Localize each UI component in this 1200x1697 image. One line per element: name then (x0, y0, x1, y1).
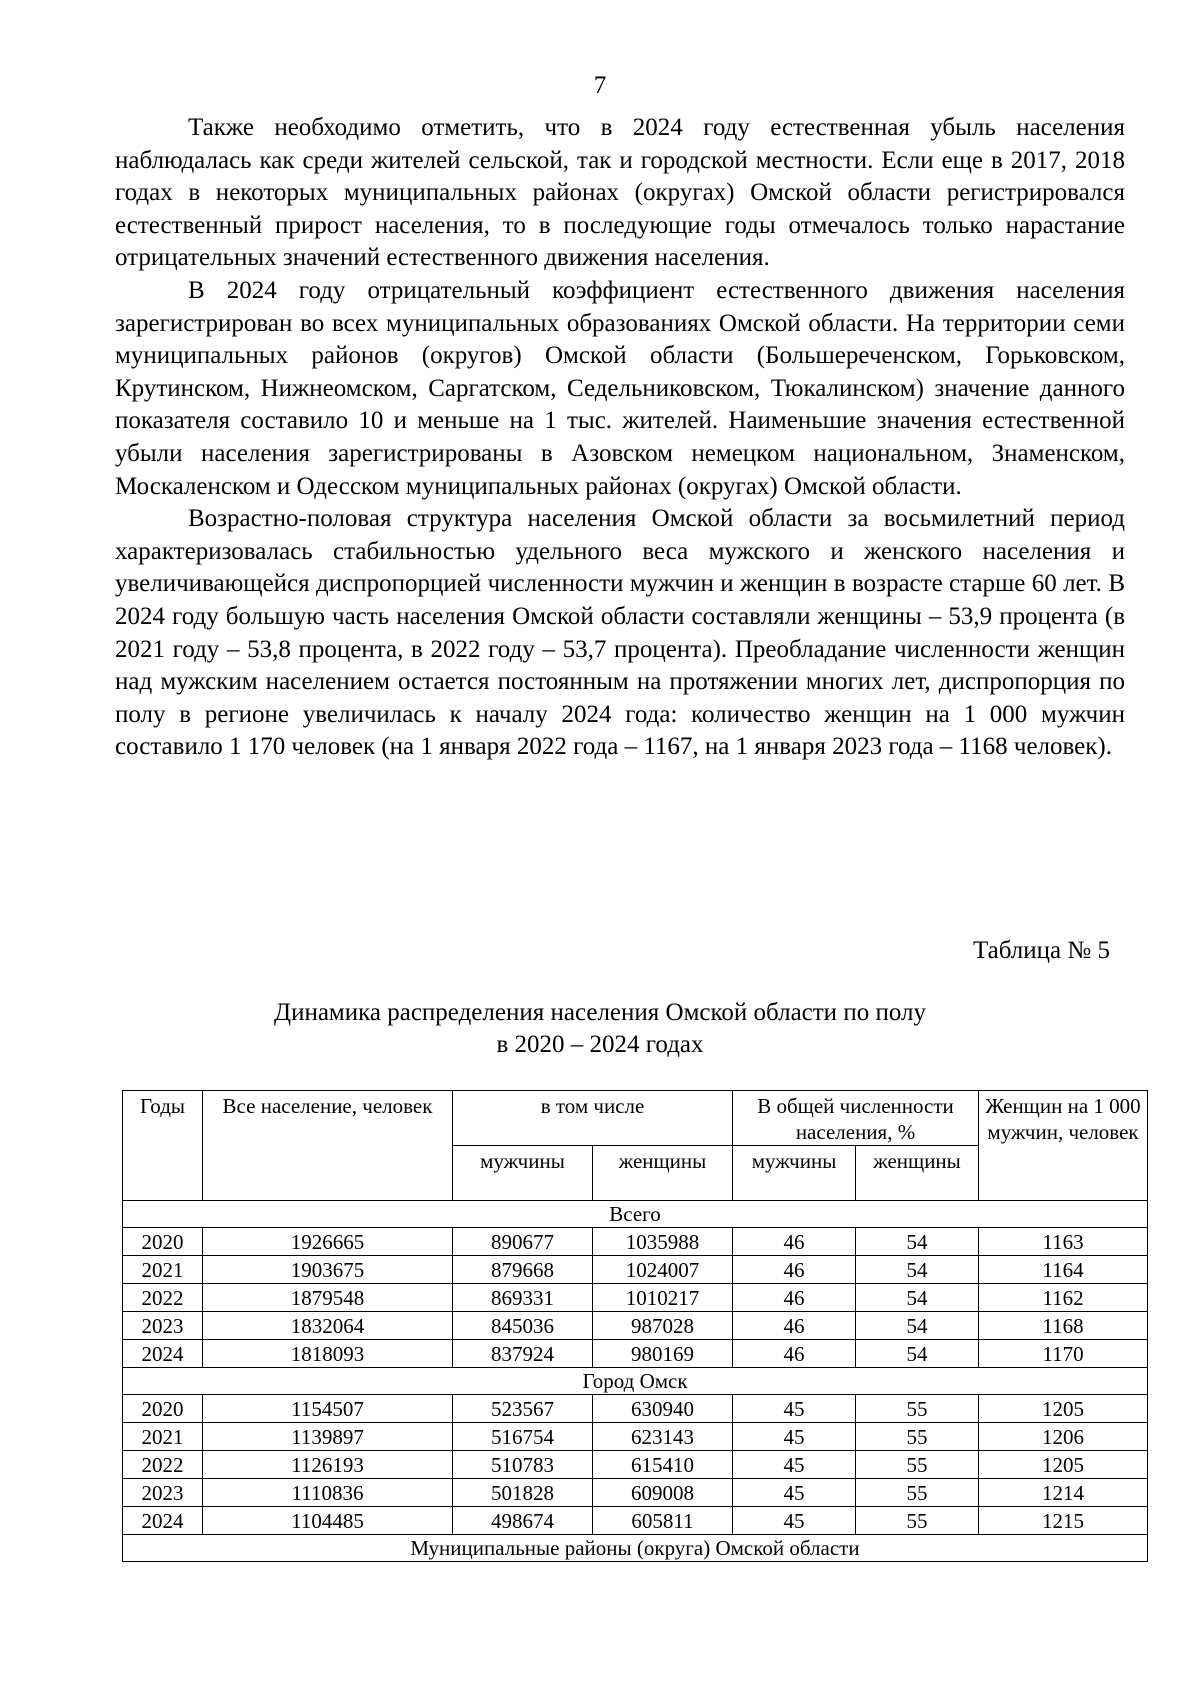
header-including: в том числе (453, 1091, 733, 1146)
table-cell: 879668 (453, 1256, 593, 1284)
table-cell: 1903675 (203, 1256, 453, 1284)
table-cell: 1215 (979, 1507, 1148, 1535)
table-cell: 623143 (593, 1423, 733, 1451)
table-cell: 2020 (123, 1228, 203, 1256)
section-row (123, 1535, 1148, 1562)
table-row (123, 1451, 1148, 1479)
table-cell: 1205 (979, 1395, 1148, 1423)
header-men: мужчины (453, 1146, 593, 1201)
table-cell: 2023 (123, 1312, 203, 1340)
table-title (0, 997, 1200, 1061)
table-cell: 54 (856, 1312, 979, 1340)
paragraph: В 2024 году отрицательный коэффициент естественного движения населения зарегистрирован во всех муниципальных образованиях Омской области. На территории семи муниципальных районов (округов) Омской области (Большереченском, Горьковском, Крутинском, Нижнеомском, Саргатском, Седельниковском, Тюкалинском) значение данного показателя составило 10 и меньше на 1 тыс. жителей. Наименьшие значения естественной убыли населения зарегистрированы в Азовском немецком национальном, Знаменском, Москаленском и Одесском муниципальных районах (округах) Омской области. (115, 276, 1125, 500)
table-cell: 2024 (123, 1340, 203, 1368)
section-row (123, 1368, 1148, 1395)
table-cell: 837924 (453, 1340, 593, 1368)
table-cell: 1104485 (203, 1507, 453, 1535)
table-cell: 615410 (593, 1451, 733, 1479)
table-cell: 2021 (123, 1423, 203, 1451)
table-row (123, 1395, 1148, 1423)
header-share: В общей численности населения, % (733, 1091, 979, 1146)
table-cell: 46 (733, 1340, 856, 1368)
table-cell: 46 (733, 1256, 856, 1284)
table-cell: 1205 (979, 1451, 1148, 1479)
table-cell: 1926665 (203, 1228, 453, 1256)
table-cell: 516754 (453, 1423, 593, 1451)
table-cell: 1206 (979, 1423, 1148, 1451)
table-cell: 2024 (123, 1507, 203, 1535)
table-cell: 2022 (123, 1451, 203, 1479)
table-cell: 1154507 (203, 1395, 453, 1423)
table-cell: 1126193 (203, 1451, 453, 1479)
table-cell: 1163 (979, 1228, 1148, 1256)
header-men-pct: мужчины (733, 1146, 856, 1201)
section-row (123, 1201, 1148, 1228)
table-cell: 869331 (453, 1284, 593, 1312)
table-cell: 46 (733, 1228, 856, 1256)
table-cell: 45 (733, 1479, 856, 1507)
table-title-line: в 2020 – 2024 годах (496, 1031, 704, 1058)
table-cell: 55 (856, 1423, 979, 1451)
table-cell: 1164 (979, 1256, 1148, 1284)
table-cell: 980169 (593, 1340, 733, 1368)
table-cell: 46 (733, 1312, 856, 1340)
section-label: Город Омск (123, 1368, 1148, 1395)
page-number: 7 (593, 72, 607, 99)
table-cell: 1818093 (203, 1340, 453, 1368)
table-cell: 1010217 (593, 1284, 733, 1312)
table-cell: 1170 (979, 1340, 1148, 1368)
table-cell: 498674 (453, 1507, 593, 1535)
table-cell: 1139897 (203, 1423, 453, 1451)
table-cell: 54 (856, 1340, 979, 1368)
table-cell: 55 (856, 1479, 979, 1507)
table-row (123, 1423, 1148, 1451)
table-cell: 501828 (453, 1479, 593, 1507)
table-row (123, 1507, 1148, 1535)
table-cell: 45 (733, 1507, 856, 1535)
table-cell: 523567 (453, 1395, 593, 1423)
table-cell: 2020 (123, 1395, 203, 1423)
table-cell: 55 (856, 1395, 979, 1423)
table-cell: 1162 (979, 1284, 1148, 1312)
section-label: Всего (123, 1201, 1148, 1228)
table-cell: 54 (856, 1228, 979, 1256)
table-cell: 605811 (593, 1507, 733, 1535)
table-cell: 1214 (979, 1479, 1148, 1507)
table-cell: 845036 (453, 1312, 593, 1340)
table-cell: 1832064 (203, 1312, 453, 1340)
table-cell: 609008 (593, 1479, 733, 1507)
table-cell: 45 (733, 1451, 856, 1479)
table-cell: 1035988 (593, 1228, 733, 1256)
table-title-line: Динамика распределения населения Омской области по полу (274, 999, 926, 1026)
table-row (123, 1479, 1148, 1507)
table-body (123, 1201, 1148, 1562)
table-cell: 1879548 (203, 1284, 453, 1312)
header-total: Все население, человек (203, 1091, 453, 1201)
table-cell: 45 (733, 1395, 856, 1423)
table-cell: 54 (856, 1256, 979, 1284)
table-cell: 2021 (123, 1256, 203, 1284)
section-label: Муниципальные районы (округа) Омской области (123, 1535, 1148, 1562)
table-cell: 510783 (453, 1451, 593, 1479)
table-cell: 2023 (123, 1479, 203, 1507)
table-row (123, 1284, 1148, 1312)
table-row (123, 1256, 1148, 1284)
table-cell: 55 (856, 1507, 979, 1535)
table-cell: 630940 (593, 1395, 733, 1423)
header-women-pct: женщины (856, 1146, 979, 1201)
header-women-per-1000: Женщин на 1 000 мужчин, человек (979, 1091, 1148, 1201)
body-text (115, 112, 1125, 764)
header-years: Годы (123, 1091, 203, 1201)
table-header (123, 1091, 1148, 1201)
table-cell: 2022 (123, 1284, 203, 1312)
table-cell: 890677 (453, 1228, 593, 1256)
table-row (123, 1340, 1148, 1368)
population-table (122, 1090, 1148, 1562)
table-row (123, 1228, 1148, 1256)
table-cell: 45 (733, 1423, 856, 1451)
table-caption: Таблица № 5 (972, 937, 1110, 964)
table-cell: 1168 (979, 1312, 1148, 1340)
paragraph: Также необходимо отметить, что в 2024 году естественная убыль населения наблюдалась как среди жителей сельской, так и городской местности. Если еще в 2017, 2018 годах в некоторых муниципальных районах (округах) Омской области регистрировался естественный прирост населения, то в последующие годы отмечалось только нарастание отрицательных значений естественного движения населения. (115, 114, 1125, 272)
table-cell: 987028 (593, 1312, 733, 1340)
table-cell: 1110836 (203, 1479, 453, 1507)
table-cell: 55 (856, 1451, 979, 1479)
header-women: женщины (593, 1146, 733, 1201)
table-cell: 46 (733, 1284, 856, 1312)
paragraph: Возрастно-половая структура населения Омской области за восьмилетний период характеризовалась стабильностью удельного веса мужского и женского населения и увеличивающейся диспропорцией численности мужчин и женщин в возрасте старше 60 лет. В 2024 году большую часть населения Омской области составляли женщины – 53,9 процента (в 2021 году – 53,8 процента, в 2022 году – 53,7 процента). Преобладание численности женщин над мужским населением остается постоянным на протяжении многих лет, диспропорция по полу в регионе увеличилась к началу 2024 года: количество женщин на 1 000 мужчин составило 1 170 человек (на 1 января 2022 года – 1167, на 1 января 2023 года – 1168 человек). (115, 505, 1125, 761)
table-cell: 54 (856, 1284, 979, 1312)
table-cell: 1024007 (593, 1256, 733, 1284)
table-row (123, 1312, 1148, 1340)
